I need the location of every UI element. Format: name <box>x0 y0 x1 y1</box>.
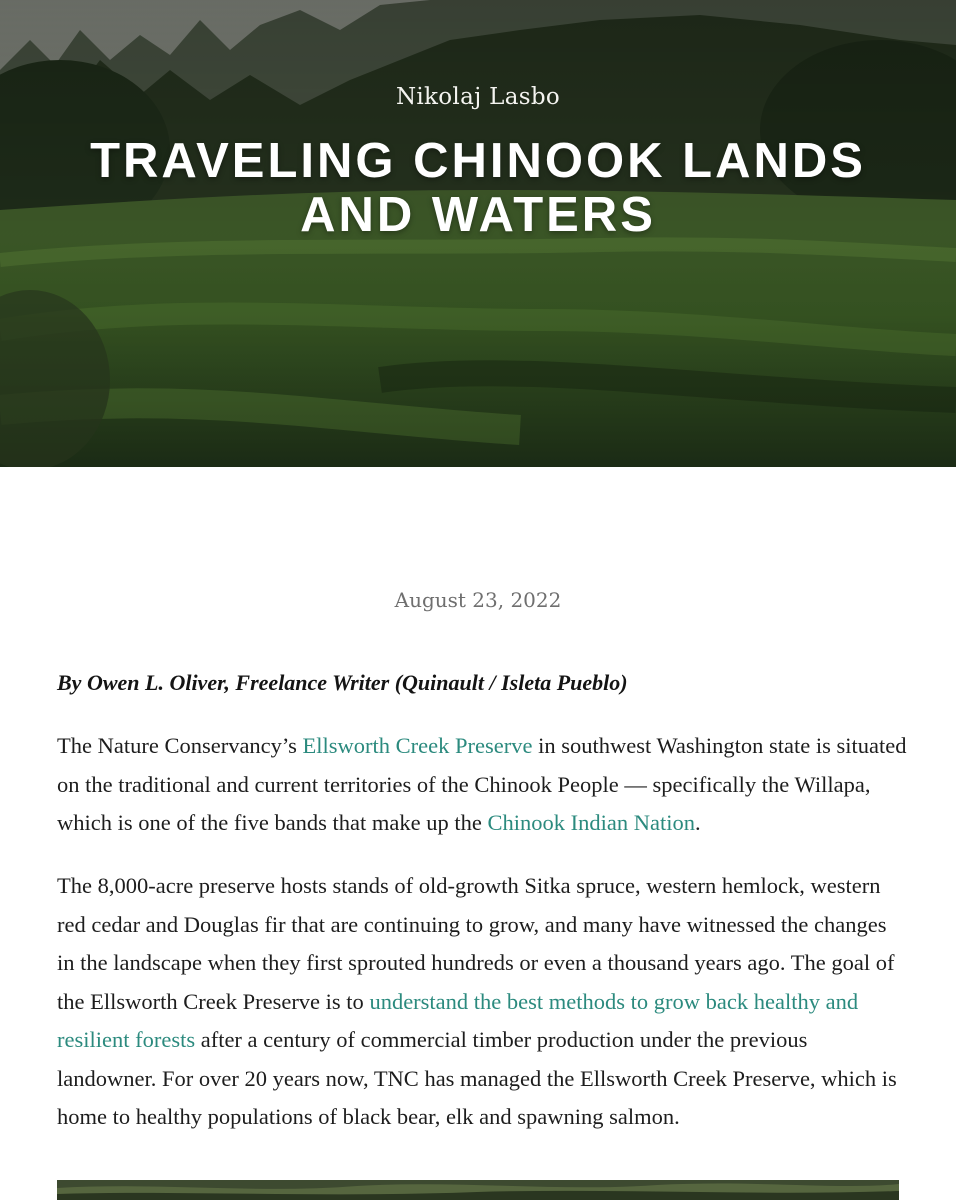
article-paragraph-2 <box>57 867 907 1137</box>
article-image-graphic <box>57 1180 899 1200</box>
paragraph-text: after a century of commercial timber production under the previous landowner. For over 20 years now, TNC has managed the Ellsworth Creek Preserve, which is home to healthy populations of black bear, elk and spawning salmon. <box>57 1027 897 1129</box>
article-paragraph-1 <box>57 727 907 843</box>
article-image <box>57 1180 899 1200</box>
page-title: TRAVELING CHINOOK LANDS AND WATERS <box>90 134 866 242</box>
paragraph-text: . <box>695 810 701 835</box>
byline: By Owen L. Oliver, Freelance Writer (Quinault / Isleta Pueblo) <box>57 670 628 695</box>
hero-author: Nikolaj Lasbo <box>395 84 561 110</box>
ellsworth-creek-preserve-link[interactable]: Ellsworth Creek Preserve <box>302 733 533 758</box>
paragraph-text: The Nature Conservancy’s <box>57 733 303 758</box>
hero-banner <box>0 0 956 467</box>
paragraph-text: The 8,000-acre preserve hosts stands of old-growth Sitka spruce, western hemlock, western red cedar and Douglas fir that are continuing to grow, and many have witnessed the changes in the landscape when they first sprouted hundreds or even a thousand years ago. The goal of the Ellsworth Creek Preserve is to <box>57 873 895 1014</box>
grow-healthy-forests-link[interactable]: understand the best methods to grow back healthy and resilient forests <box>57 988 859 1052</box>
paragraph-text: in southwest Washington state is situated on the traditional and current territories of the Chinook People — specifically the Willapa, which is one of the five bands that make up the <box>57 733 907 835</box>
chinook-indian-nation-link[interactable]: Chinook Indian Nation <box>487 810 695 835</box>
publish-date: August 23, 2022 <box>394 588 562 612</box>
